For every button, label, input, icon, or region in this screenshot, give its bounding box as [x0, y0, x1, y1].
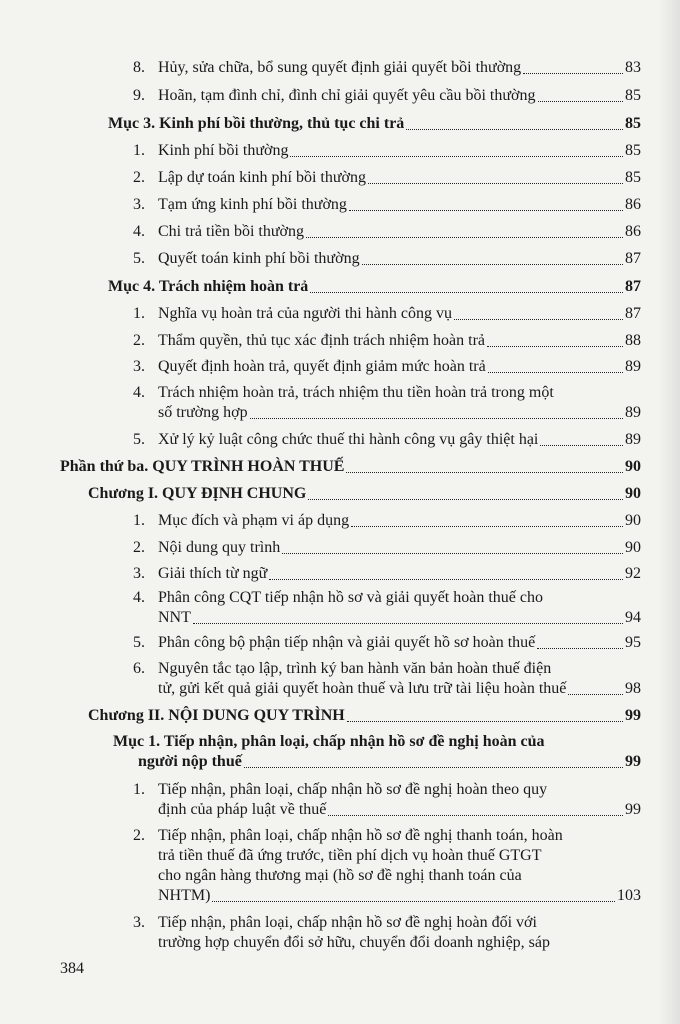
toc-entry-title-line1: Trách nhiệm hoàn trả, trách nhiệm thu tiền hoàn trả trong một: [158, 384, 554, 401]
toc-entry-page: 87: [625, 305, 641, 322]
toc-entry-number: 1.: [133, 781, 145, 798]
toc-chapter-heading: [88, 484, 641, 504]
toc-entry-title-line1: Tiếp nhận, phân loại, chấp nhận hồ sơ đề nghị thanh toán, hoàn: [158, 827, 563, 844]
toc-entry-page: 89: [625, 358, 641, 375]
toc-entry-multiline: [133, 659, 641, 699]
toc-entry-number: 2.: [133, 169, 145, 186]
toc-entry-number: 5.: [133, 250, 145, 267]
dot-leader: [282, 553, 623, 554]
toc-entry-title: Chi trả tiền bồi thường: [158, 223, 305, 240]
toc-entry-number: 2.: [133, 539, 145, 556]
toc-part-title: Phần thứ ba. QUY TRÌNH HOÀN THUẾ: [60, 458, 345, 475]
toc-entry-number: 4.: [133, 384, 145, 401]
toc-entry-number: 3.: [133, 358, 145, 375]
toc-entry-title: Kinh phí bồi thường: [158, 142, 289, 159]
toc-entry-title: Hủy, sửa chữa, bổ sung quyết định giải quyết bồi thường: [158, 59, 522, 76]
toc-entry-title-line1: Nguyên tắc tạo lập, trình ký ban hành văn bản hoàn thuế điện: [158, 660, 552, 677]
toc-entry: [133, 86, 641, 106]
dot-leader: [290, 156, 623, 157]
toc-entry-title-line2: NNT: [158, 609, 191, 626]
toc-entry-page: 86: [625, 196, 641, 213]
toc-entry-title: Quyết định hoàn trả, quyết định giảm mức hoàn trả: [158, 358, 486, 375]
toc-section-heading-multiline: [113, 732, 641, 772]
toc-entry-page: 87: [625, 250, 641, 267]
toc-entry-page: 94: [625, 609, 641, 626]
toc-entry-number: 1.: [133, 305, 145, 322]
toc-section-title-line1: Mục 1. Tiếp nhận, phân loại, chấp nhận hồ sơ đề nghị hoàn của: [113, 733, 545, 750]
dot-leader: [568, 694, 623, 695]
dot-leader: [538, 101, 624, 102]
toc-entry-number: 6.: [133, 660, 145, 677]
toc-entry-number: 1.: [133, 512, 145, 529]
toc-entry-number: 2.: [133, 332, 145, 349]
dot-leader: [212, 901, 615, 902]
toc-entry-page: 83: [625, 59, 641, 76]
toc-entry-title: Tạm ứng kinh phí bồi thường: [158, 196, 347, 213]
dot-leader: [269, 579, 623, 580]
toc-entry-title-line2: trả tiền thuế đã ứng trước, tiền phí dịch vụ hoàn thuế GTGT: [158, 847, 542, 864]
toc-entry: [133, 430, 641, 450]
toc-entry-title: Giải thích từ ngữ: [158, 565, 268, 582]
toc-entry-page: 89: [625, 431, 641, 448]
toc-section-title-line2: người nộp thuế: [138, 753, 242, 770]
toc-section-page: 85: [625, 115, 641, 132]
dot-leader: [487, 346, 623, 347]
dot-leader: [308, 499, 623, 500]
dot-leader: [347, 721, 623, 722]
dot-leader: [362, 264, 623, 265]
dot-leader: [351, 526, 623, 527]
toc-entry-title: Hoãn, tạm đình chỉ, đình chỉ giải quyết yêu cầu bồi thường: [158, 87, 536, 104]
toc-entry-page: 86: [625, 223, 641, 240]
dot-leader: [488, 372, 623, 373]
dot-leader: [250, 418, 623, 419]
toc-chapter-heading: [88, 706, 641, 726]
toc-part-page: 90: [625, 458, 641, 475]
toc-section-title: Mục 3. Kinh phí bồi thường, thủ tục chi trả: [108, 115, 405, 132]
toc-entry-title: Nghĩa vụ hoàn trả của người thi hành công vụ: [158, 305, 452, 322]
toc-entry-title: Quyết toán kinh phí bồi thường: [158, 250, 360, 267]
toc-chapter-page: 90: [625, 485, 641, 502]
dot-leader: [368, 183, 623, 184]
toc-entry-title-line4: NHTM): [158, 887, 211, 904]
dot-leader: [540, 445, 623, 446]
dot-leader: [349, 210, 623, 211]
toc-entry: [133, 58, 641, 78]
toc-entry-page: 90: [625, 512, 641, 529]
toc-part-heading: [60, 457, 641, 477]
toc-entry-number: 3.: [133, 565, 145, 582]
toc-entry-number: 5.: [133, 634, 145, 651]
toc-entry-title: Phân công bộ phận tiếp nhận và giải quyết hồ sơ hoàn thuế: [158, 634, 536, 651]
toc-section-page: 87: [625, 278, 641, 295]
toc-chapter-title: Chương II. NỘI DUNG QUY TRÌNH: [88, 707, 345, 724]
toc-entry-last-line: [158, 403, 641, 423]
toc-entry-multiline: [133, 780, 641, 820]
toc-entry-multiline: [133, 588, 641, 628]
toc-entry: [133, 168, 641, 188]
toc-entry-page: 89: [625, 404, 641, 421]
dot-leader: [523, 73, 623, 74]
dot-leader: [244, 767, 623, 768]
page-number: 384: [60, 960, 84, 977]
page-spine-shadow: [658, 0, 680, 1024]
toc-entry-page: 90: [625, 539, 641, 556]
toc-section-last-line: [138, 752, 641, 772]
dot-leader: [193, 623, 623, 624]
toc-entry-number: 8.: [133, 59, 145, 76]
toc-entry: [133, 141, 641, 161]
toc-chapter-title: Chương I. QUY ĐỊNH CHUNG: [88, 485, 307, 502]
toc-entry-multiline: [133, 826, 641, 906]
toc-entry: [133, 195, 641, 215]
dot-leader: [310, 292, 623, 293]
toc-entry-number: 1.: [133, 142, 145, 159]
toc-entry-title-line2: số trường hợp: [158, 404, 248, 421]
toc-entry-page: 95: [625, 634, 641, 651]
toc-entry-last-line: [158, 886, 641, 906]
dot-leader: [537, 648, 623, 649]
toc-entry: [133, 564, 641, 584]
toc-entry-title: Nội dung quy trình: [158, 539, 281, 556]
toc-entry-title-line2: tử, gửi kết quả giải quyết hoàn thuế và lưu trữ tài liệu hoàn thuế: [158, 680, 567, 697]
toc-entry-number: 3.: [133, 196, 145, 213]
toc-entry: [133, 304, 641, 324]
toc-entry-number: 2.: [133, 827, 145, 844]
toc-entry-last-line: [158, 608, 641, 628]
dot-leader: [346, 472, 623, 473]
toc-entry-page: 88: [625, 332, 641, 349]
toc-entry-last-line: [158, 800, 641, 820]
toc-entry: [133, 538, 641, 558]
toc-entry: [133, 222, 641, 242]
toc-entry-page: 99: [625, 801, 641, 818]
dot-leader: [328, 815, 623, 816]
toc-entry: [133, 511, 641, 531]
toc-entry-last-line: [158, 679, 641, 699]
toc-entry-page: 92: [625, 565, 641, 582]
toc-entry: [133, 249, 641, 269]
toc-entry-title-line1: Phân công CQT tiếp nhận hồ sơ và giải quyết hoàn thuế cho: [158, 589, 543, 606]
toc-entry: [133, 331, 641, 351]
toc-entry-title: Lập dự toán kinh phí bồi thường: [158, 169, 367, 186]
toc-entry-title-line3: cho ngân hàng thương mại (hồ sơ đề nghị thanh toán của: [158, 867, 522, 884]
toc-entry-title: Mục đích và phạm vi áp dụng: [158, 512, 350, 529]
toc-entry-page: 85: [625, 87, 641, 104]
toc-entry-title-line1: Tiếp nhận, phân loại, chấp nhận hồ sơ đề nghị hoàn đối với: [158, 914, 537, 931]
toc-entry-page: 103: [617, 887, 641, 904]
toc-entry-multiline: [133, 913, 641, 953]
toc-entry-number: 3.: [133, 914, 145, 931]
dot-leader: [306, 237, 623, 238]
toc-entry: [133, 357, 641, 377]
toc-entry-page: 85: [625, 169, 641, 186]
toc-entry-page: 98: [625, 680, 641, 697]
toc-chapter-page: 99: [625, 707, 641, 724]
toc-entry-title: Thẩm quyền, thủ tục xác định trách nhiệm hoàn trả: [158, 332, 486, 349]
toc-entry-number: 4.: [133, 589, 145, 606]
toc-entry-title: Xử lý kỷ luật công chức thuế thi hành công vụ gây thiệt hại: [158, 431, 539, 448]
toc-section-page: 99: [625, 753, 641, 770]
toc-section-title: Mục 4. Trách nhiệm hoàn trả: [108, 278, 309, 295]
dot-leader: [454, 319, 623, 320]
toc-entry-number: 4.: [133, 223, 145, 240]
toc-entry-multiline: [133, 383, 641, 423]
toc-entry-number: 5.: [133, 431, 145, 448]
toc-entry-number: 9.: [133, 87, 145, 104]
toc-entry-page: 85: [625, 142, 641, 159]
toc-section-heading: [108, 277, 641, 297]
toc-entry: [133, 633, 641, 653]
toc-section-heading: [108, 114, 641, 134]
toc-entry-title-line2: trường hợp chuyển đổi sở hữu, chuyển đổi doanh nghiệp, sáp: [158, 934, 550, 951]
toc-entry-title-line1: Tiếp nhận, phân loại, chấp nhận hồ sơ đề nghị hoàn theo quy: [158, 781, 548, 798]
toc-entry-title-line2: định của pháp luật về thuế: [158, 801, 327, 818]
dot-leader: [406, 129, 623, 130]
